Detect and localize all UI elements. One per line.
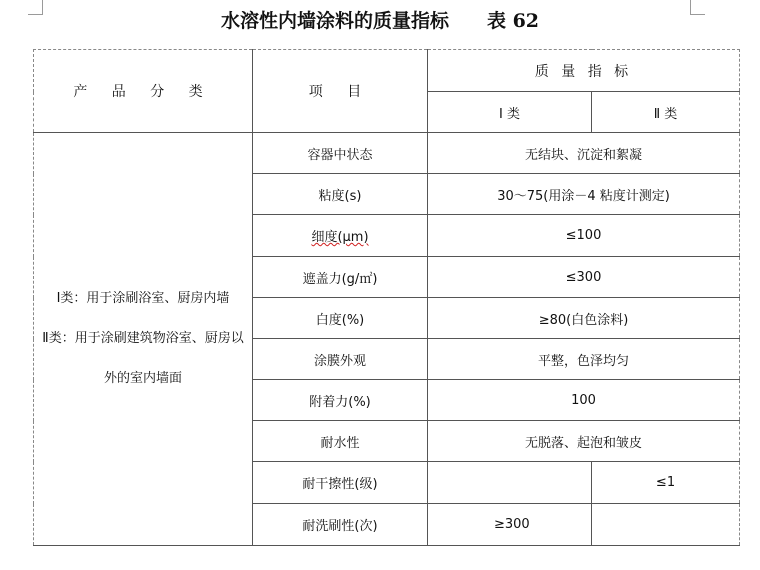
item-label-spellcheck: 细度(μm) [311, 230, 369, 245]
header-quality-index: 质 量 指 标 [428, 50, 740, 92]
class-1-cell: ≥300 [428, 504, 592, 546]
header-class-1: Ⅰ 类 [428, 92, 592, 133]
item-cell: 容器中状态 [253, 133, 428, 174]
item-cell: 涂膜外观 [253, 339, 428, 380]
item-cell: 耐洗刷性(次) [253, 504, 428, 546]
class-1-cell [428, 462, 592, 504]
item-cell [253, 215, 428, 257]
quality-index-table [33, 49, 740, 546]
product-description-cell [34, 133, 253, 546]
table-title: 水溶性内墙涂料的质量指标 [220, 10, 449, 32]
value-cell: 平整，色泽均匀 [428, 339, 740, 380]
product-description-line: 外的室内墙面 [103, 371, 182, 386]
value-cell: 无结块、沉淀和絮凝 [428, 133, 740, 174]
header-product-category: 产 品 分 类 [34, 50, 253, 133]
product-description-line: Ⅰ类：用于涂刷浴室、厨房内墙 [56, 291, 230, 306]
item-cell: 耐干擦性(级) [253, 462, 428, 504]
header-item: 项 目 [253, 50, 428, 133]
table-number: 表 62 [486, 10, 540, 32]
value-cell: ≥80(白色涂料) [428, 298, 740, 339]
header-class-2: Ⅱ 类 [592, 92, 740, 133]
class-2-cell [592, 504, 740, 546]
item-cell: 附着力(%) [253, 380, 428, 421]
value-cell: ≤100 [428, 215, 740, 257]
class-2-cell: ≤1 [592, 462, 740, 504]
item-cell: 遮盖力(g/㎡) [253, 257, 428, 298]
value-cell: 30～75(用涂－4 粘度计测定) [428, 174, 740, 215]
value-cell: 无脱落、起泡和皱皮 [428, 421, 740, 462]
product-description-line: Ⅱ类：用于涂刷建筑物浴室、厨房以 [42, 331, 244, 346]
value-cell: 100 [428, 380, 740, 421]
table-title-line [0, 6, 760, 33]
item-cell: 白度(%) [253, 298, 428, 339]
value-cell: ≤300 [428, 257, 740, 298]
item-cell: 耐水性 [253, 421, 428, 462]
item-cell: 粘度(s) [253, 174, 428, 215]
